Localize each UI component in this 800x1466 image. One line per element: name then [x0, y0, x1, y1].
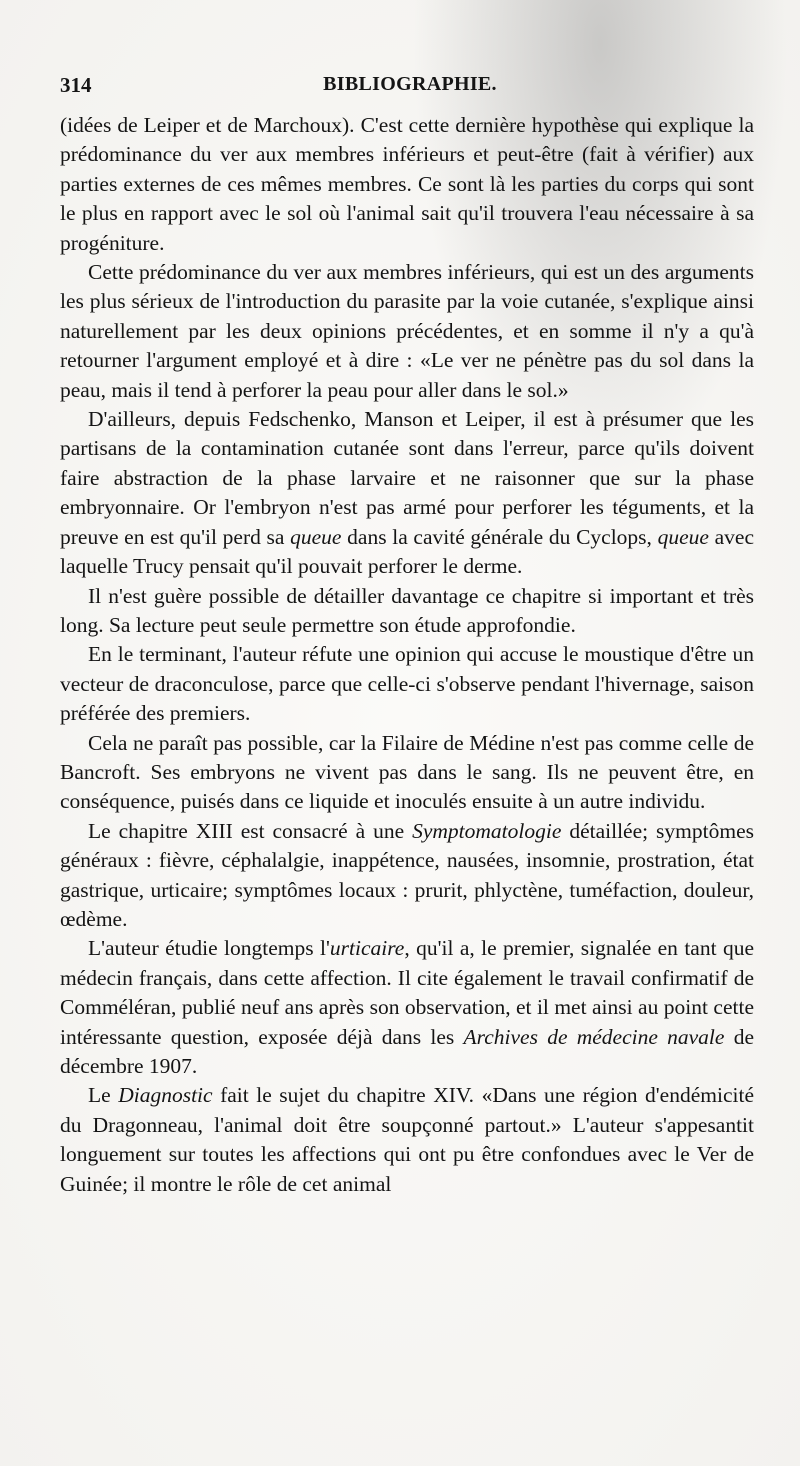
page-number: 314: [60, 73, 92, 97]
paragraph: [60, 817, 754, 935]
italic-text: queue: [290, 524, 342, 549]
page-header: [60, 73, 760, 103]
italic-text: Archives de médecine navale: [463, 1024, 725, 1049]
paragraph: [60, 729, 754, 817]
body-text: [60, 111, 754, 1199]
text-run: D'ailleurs, depuis Fedschenko, Manson et Leiper, il est à présumer que les partisans de la contamination cutanée sont dans l'erreur, parce qu'ils doivent faire abstraction de la phase larvaire et ne raisonner que sur la phase embryonnaire. Or l'embryon n'est pas armé pour perforer les téguments, et la preuve en est qu'il perd sa: [60, 407, 754, 549]
text-run: détaillée; symptômes généraux : fièvre, céphalalgie, inappétence, nausées, insomnie, prostration, état gastrique, urticaire; symptômes locaux : prurit, phlyctène, tuméfaction, douleur, œdème.: [60, 818, 754, 931]
text-run: de décembre 1907.: [60, 1024, 754, 1078]
paragraph: [60, 405, 754, 581]
text-run: dans la cavité générale du Cyclops,: [341, 524, 658, 549]
italic-text: Diagnostic: [118, 1083, 213, 1108]
paragraph: [60, 1081, 754, 1199]
italic-text: urticaire: [329, 936, 405, 961]
running-title: BIBLIOGRAPHIE.: [323, 73, 497, 95]
text-run: Le: [88, 1083, 119, 1108]
paragraph: [60, 258, 754, 405]
text-run: En le terminant, l'auteur réfute une opinion qui accuse le moustique d'être un vecteur de draconculose, parce que celle-ci s'observe pendant l'hivernage, saison préférée des premiers.: [60, 642, 754, 726]
paragraph: [60, 582, 754, 641]
text-run: Cette prédominance du ver aux membres inférieurs, qui est un des arguments les plus sérieux de l'introduction du parasite par la voie cutanée, s'explique ainsi naturellement par les deux opinions précédentes, et en somme il n'y a qu'à retourner l'argument employé et à dire : «Le ver ne pénètre pas du sol dans la peau, mais il tend à perforer la peau pour aller dans le sol.»: [60, 260, 754, 402]
paragraph: [60, 640, 754, 728]
italic-text: queue: [657, 524, 709, 549]
text-run: fait le sujet du chapitre XIV. «Dans une région d'endémicité du Dragonneau, l'animal doit être soupçonné partout.» L'auteur s'appesantit longuement sur toutes les affections qui ont pu être confondues avec le Ver de Guinée; il montre le rôle de cet animal: [60, 1083, 754, 1196]
text-run: Il n'est guère possible de détailler davantage ce chapitre si important et très long. Sa lecture peut seule permettre son étude approfondie.: [60, 583, 754, 637]
text-run: (idées de Leiper et de Marchoux). C'est cette dernière hypothèse qui explique la prédominance du ver aux membres inférieurs et peut-être (fait à vérifier) aux parties externes de ces mêmes membres. Ce sont là les parties du corps qui sont le plus en rapport avec le sol où l'animal sait qu'il trouvera l'eau nécessaire à sa progéniture.: [60, 113, 754, 255]
paragraph: [60, 934, 754, 1081]
text-run: L'auteur étudie longtemps l': [88, 936, 330, 961]
paragraph: [60, 111, 754, 258]
italic-text: Symptomatologie: [412, 818, 562, 843]
text-run: Le chapitre XIII est consacré à une: [88, 818, 413, 843]
text-run: , qu'il a, le premier, signalée en tant que médecin français, dans cette affection. Il cite également le travail confirmatif de Comméléran, publié neuf ans après son observation, et il met ainsi au point cette intéressante question, exposée déjà dans les: [60, 936, 754, 1049]
text-run: Cela ne paraît pas possible, car la Filaire de Médine n'est pas comme celle de Bancroft. Ses embryons ne vivent pas dans le sang. Ils ne peuvent être, en conséquence, puisés dans ce liquide et inoculés ensuite à un autre individu.: [60, 730, 754, 814]
text-run: avec laquelle Trucy pensait qu'il pouvait perforer le derme.: [60, 524, 754, 579]
